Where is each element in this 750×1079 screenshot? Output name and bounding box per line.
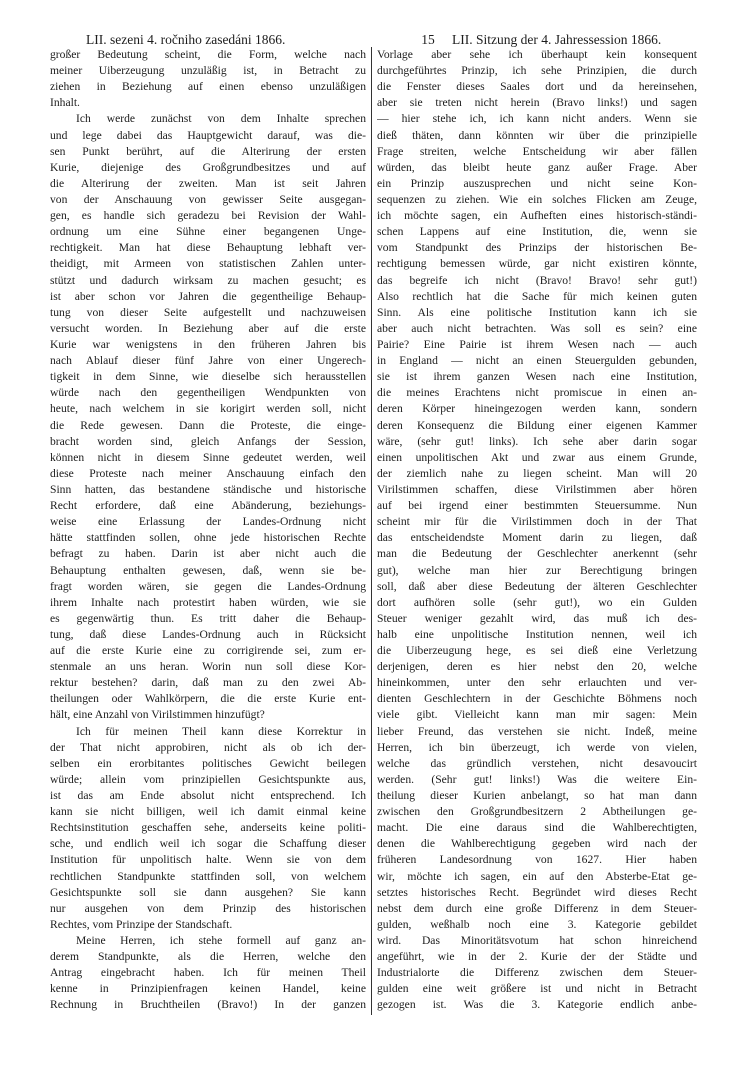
text-line: stützt und dadurch wirksam zu machen gesucht; es xyxy=(50,273,366,287)
text-line: — hier stehe ich, ich kann nicht anders. Wenn sie xyxy=(377,112,697,126)
text-line: nach Ablauf dieser fünf Jahre von einer Ungerech- xyxy=(50,354,366,368)
text-line: tung von dieser Seite aufgestellt und nachzuweisen xyxy=(50,305,366,319)
text-line: dort aufhören solle (sehr gut!), wo ein Gulden xyxy=(377,595,697,609)
text-line: das begreife ich nicht (Bravo! Bravo! sehr gut!) xyxy=(377,273,697,287)
text-line: ziehen in Beziehung auf einen ebenso unzuläßigen xyxy=(50,80,366,94)
text-line: Herren, ich bin überzeugt, ich werde von vielen, xyxy=(377,740,697,754)
text-line: die Rede gewesen. Dann die Proteste, die einge- xyxy=(50,418,366,432)
text-line: ist das am Ende absolut nicht entsprechend. Ich xyxy=(50,789,366,803)
page-number: 15 xyxy=(421,32,435,47)
text-line: aber sie treten nicht herein (Bravo links!) und sagen xyxy=(377,96,697,110)
text-line: ein Prinzip auszusprechen und nicht seine Kon- xyxy=(377,176,697,190)
text-line: würden, das bleibt heute ganz außer Frage. Aber xyxy=(377,160,697,174)
text-line: der That nicht approbiren, nicht als ob ich der- xyxy=(50,740,366,754)
text-line: macht. Die eine daraus sind die Wahlberechtigten, xyxy=(377,821,697,835)
text-line: ist aber schon vor Jahren die gegentheilige Behaup- xyxy=(50,289,366,303)
text-line: Antrag eingebracht haben. Ich für meinen Theil xyxy=(50,966,366,980)
text-line: rektur bestehen? darin, daß man zu den zwei Ab- xyxy=(50,676,366,690)
text-line: gulden, weßhalb noch eine 3. Kategorie gebildet xyxy=(377,917,697,931)
text-line: vom Standpunkt des Prinzips der historischen Be- xyxy=(377,241,697,255)
text-line: das entscheidendste Moment darin zu liegen, daß xyxy=(377,531,697,545)
text-line: in England — nicht an einen Steuergulden gebunden, xyxy=(377,354,697,368)
text-line: die Alterirung der zweiten. Man ist seit Jahren xyxy=(50,176,366,190)
text-column-left xyxy=(50,47,366,1014)
text-line: rechtlichen Standpunkte stattfinden soll, von welchem xyxy=(50,869,366,883)
text-line: Meine Herren, ich stehe formell auf ganz an- xyxy=(76,934,366,948)
text-line: kenne in Prinzipienfragen keinen Handel, keine xyxy=(50,982,366,996)
text-line: gut), welche man hier zur Berechtigung bringen xyxy=(377,563,697,577)
text-line: gulden eine weit größere ist und nicht in Betracht xyxy=(377,982,697,996)
text-line: zwischen den Großgrundbesitzern 2 Abtheilungen ge- xyxy=(377,805,697,819)
text-line: heute, nach welchem in sie korigirt werden soll, nicht xyxy=(50,402,366,416)
text-line: dienten Geschlechtern in der Geschichte Böhmens noch xyxy=(377,692,697,706)
text-line: Sinn hatten, das bestandene ständische und historische xyxy=(50,482,366,496)
text-line: würde nach den gegentheiligen Wendpunkten von xyxy=(50,386,366,400)
text-line: ordnung um eine Sühne einer begangenen Unge- xyxy=(50,225,366,239)
text-line: deren Konsequenz die Bildung einer eigenen Kammer xyxy=(377,418,697,432)
text-line: gen, es handle sich geradezu bei Revision der Wahl- xyxy=(50,209,366,223)
paragraph xyxy=(50,724,366,933)
text-line: stenmale an uns heran. Worin nun soll diese Kor- xyxy=(50,660,366,674)
text-line: nebst dem durch eine große Differenz in dem Steuer- xyxy=(377,901,697,915)
text-line: man die Bedeutung der Geschlechter anerkennt (sehr xyxy=(377,547,697,561)
text-line: dieß thäten, dann könnten wir über die prinzipielle xyxy=(377,128,697,142)
text-line: halb eine unpolitische Institution nennen, weil ich xyxy=(377,627,697,641)
text-line: schen Lappens auf eine Institution, die, wenn sie xyxy=(377,225,697,239)
paragraph xyxy=(50,47,366,111)
text-line: würde; allein vom prinzipiellen Gesichtspunkte aus, xyxy=(50,772,366,786)
text-line: sequenzen zu ziehen. Wie ein solches Flicken am Zeuge, xyxy=(377,192,697,206)
text-line: angeführt, wie in der 2. Kurie der der Städte und xyxy=(377,950,697,964)
text-line: hineinkommen, unter den sehr erlauchten und ver- xyxy=(377,676,697,690)
text-line: deren Körper hineingezogen werden kann, sondern xyxy=(377,402,697,416)
text-line: Gesichtspunkte soll sie dann ausgehen? Sie kann xyxy=(50,885,366,899)
text-line: es gegenwärtig thun. Es tritt daher die Behaup- xyxy=(50,611,366,625)
text-line: Also rechtlich hat die Sache für mich keinen guten xyxy=(377,289,697,303)
text-line: wird. Das Minoritätsvotum hat schon hinreichend xyxy=(377,934,697,948)
paragraph xyxy=(377,47,697,1014)
text-line: Behauptung enthalten gewesen, daß, wenn sie be- xyxy=(50,563,366,577)
text-line: befragt zu haben. Darin ist aber nicht auch die xyxy=(50,547,366,561)
text-line: sie ist ihrem ganzen Wesen nach eine Institution, xyxy=(377,370,697,384)
text-line: Virilstimmen schaffen, diese Virilstimmen aber hören xyxy=(377,482,697,496)
column-divider xyxy=(371,47,372,1015)
text-line: und lege dabei das Hauptgewicht darauf, was die- xyxy=(50,128,366,142)
text-line: weise eine Erlassung der Landes-Ordnung nicht xyxy=(50,515,366,529)
text-line: früheren Landesordnung von 1627. Hier haben xyxy=(377,853,697,867)
text-line: rechtigkeit. Man hat diese Behauptung lebhaft ver- xyxy=(50,241,366,255)
text-line: Inhalt. xyxy=(50,96,80,110)
text-line: tigkeit in dem Sinne, wie dieselbe sich herausstellen xyxy=(50,370,366,384)
text-line: diese Proteste nach meiner Anschauung einfach den xyxy=(50,466,366,480)
text-line: wir, möchte ich sagen, ein auf den Absterbe-Etat ge- xyxy=(377,869,697,883)
text-line: hätte stattfinden sollen, ohne jede historischen Rechte xyxy=(50,531,366,545)
text-line: Rechnung in Bruchtheilen (Bravo!) In der ganzen xyxy=(50,998,366,1012)
text-line: viele gibt. Vielleicht kann man mir sagen: Mein xyxy=(377,708,697,722)
text-line: Kurie, diejenige des Großgrundbesitzes und auf xyxy=(50,160,366,174)
text-line: Rechtes, vom Prinzipe der Standschaft. xyxy=(50,917,233,931)
text-line: Recht erfordere, daß eine Abänderung, beziehungs- xyxy=(50,499,366,513)
text-line: scheint mir für die Virilstimmen doch in der That xyxy=(377,515,697,529)
text-line: hält, eine Anzahl von Virilstimmen hinzufügt? xyxy=(50,708,265,722)
text-line: ich möchte sagen, ein Aufheften eines historisch-ständi- xyxy=(377,209,697,223)
paragraph xyxy=(50,933,366,1014)
text-line: setztes historisches Recht. Begründet wird dieses Recht xyxy=(377,885,697,899)
text-line: theilungen oder Wahlkörpern, die die erste Kurie ent- xyxy=(50,692,366,706)
text-line: wäre, (sehr gut! links). Ich sehe aber darin sogar xyxy=(377,434,697,448)
text-line: Steuer weniger gezahlt wird, das muß ich des- xyxy=(377,611,697,625)
running-header-german: LII. Sitzung der 4. Jahressession 1866. xyxy=(452,32,662,47)
text-line: werden. (Sehr gut! links!) Was die weitere Ein- xyxy=(377,772,697,786)
text-line: Institution für unpolitisch halte. Wenn sie von dem xyxy=(50,853,366,867)
text-line: können nicht in diesem Sinne gedeutet werden, weil xyxy=(50,450,366,464)
text-line: auf bei irgend einer bestimmten Steuersumme. Nun xyxy=(377,499,697,513)
text-line: Rechtsinstitution geschaffen sehe, anderseits keine politi- xyxy=(50,821,366,835)
text-line: einen unpolitischen Akt und zwar aus einem Grunde, xyxy=(377,450,697,464)
text-line: Industrialorte die Differenz zwischen dem Steuer- xyxy=(377,966,697,980)
text-line: die meines Erachtens nicht promiscue in einen an- xyxy=(377,386,697,400)
text-line: Vorlage aber sehe ich überhaupt kein konsequent xyxy=(377,48,697,61)
text-line: theilung dieser Kurien anbelangt, so hat man dann xyxy=(377,789,697,803)
text-line: denen die Wahlberechtigung gegeben wird nach der xyxy=(377,837,697,851)
text-line: kann sie nicht billigen, weil ich damit einmal keine xyxy=(50,805,366,819)
text-line: welche das gründlich verstehen, nicht desavoucirt xyxy=(377,756,697,770)
text-line: Ich für meinen Theil kann diese Korrektur in xyxy=(76,724,366,738)
text-line: theidigt, mit Armeen von statistischen Zahlen unter- xyxy=(50,257,366,271)
text-line: soll, daß aber diese Bedeutung der älteren Geschlechter xyxy=(377,579,697,593)
text-line: bracht worden sind, gleich Anfangs der Session, xyxy=(50,434,366,448)
text-line: derjenigen, deren es hier nebst den 20, welche xyxy=(377,660,697,674)
text-line: versucht worden. In Beziehung aber auf die erste xyxy=(50,321,366,335)
paragraph xyxy=(50,111,366,723)
text-line: die Fenster dieses Saales dort und da hereinsehen, xyxy=(377,80,697,94)
text-line: fragt worden wären, sie gegen die Landes-Ordnung xyxy=(50,579,366,593)
text-line: derem Standpunkte, als die Herren, welche den xyxy=(50,950,366,964)
text-line: tung, daß diese Landes-Ordnung auch in Rücksicht xyxy=(50,627,366,641)
text-line: ihrem Inhalte nach protestirt haben würden, wie sie xyxy=(50,595,366,609)
text-line: der ziemlich nahe zu liegen scheint. Man will 20 xyxy=(377,466,697,480)
text-line: rechtigung bemessen würde, gar nicht existiren könnte, xyxy=(377,257,697,271)
text-line: selben ein erorbitantes politisches Gewicht beilegen xyxy=(50,756,366,770)
text-line: sen Punkt berührt, auf die Alterirung der ersten xyxy=(50,144,366,158)
text-line: aber auch nicht betrachten. Was soll es sein? eine xyxy=(377,321,697,335)
text-line: gezogen ist. Was die 3. Kategorie endlich anbe- xyxy=(377,998,697,1012)
text-line: Ich werde zunächst von dem Inhalte sprechen xyxy=(76,112,366,126)
text-line: auf die erste Kurie eine zu corrigirende sei, zum er- xyxy=(50,644,366,658)
text-line: lieber Freund, das verstehen sie nicht. Indeß, meine xyxy=(377,724,697,738)
text-line: von der Anschauung von gewisser Seite ausgegan- xyxy=(50,192,366,206)
text-line: Frage streiten, welche Entscheidung wir aber fällen xyxy=(377,144,697,158)
text-line: Sinn. Als eine politische Institution kann ich sie xyxy=(377,305,697,319)
text-line: meiner Uiberzeugung unzuläßig ist, in Betracht zu xyxy=(50,64,366,78)
text-line: durchgeführtes Prinzip, ich sehe Prinzipien, die durch xyxy=(377,64,697,78)
text-line: die Uiberzeugung hege, es sei dieß eine Verletzung xyxy=(377,644,697,658)
text-line: Kurie war wenigstens in den früheren Jahren bis xyxy=(50,337,366,351)
text-line: sche, und endlich weil ich sogar die Schaffung dieser xyxy=(50,837,366,851)
text-line: großer Bedeutung scheint, die Form, welche nach xyxy=(50,48,366,61)
text-line: Pairie? Eine Pairie ist ihrem Wesen nach — auch xyxy=(377,337,697,351)
text-column-right xyxy=(377,47,697,1014)
running-header-czech: LII. sezeni 4. ročniho zasedáni 1866. xyxy=(86,32,286,47)
text-line: nur ausgehen von dem Prinzip des historischen xyxy=(50,901,366,915)
